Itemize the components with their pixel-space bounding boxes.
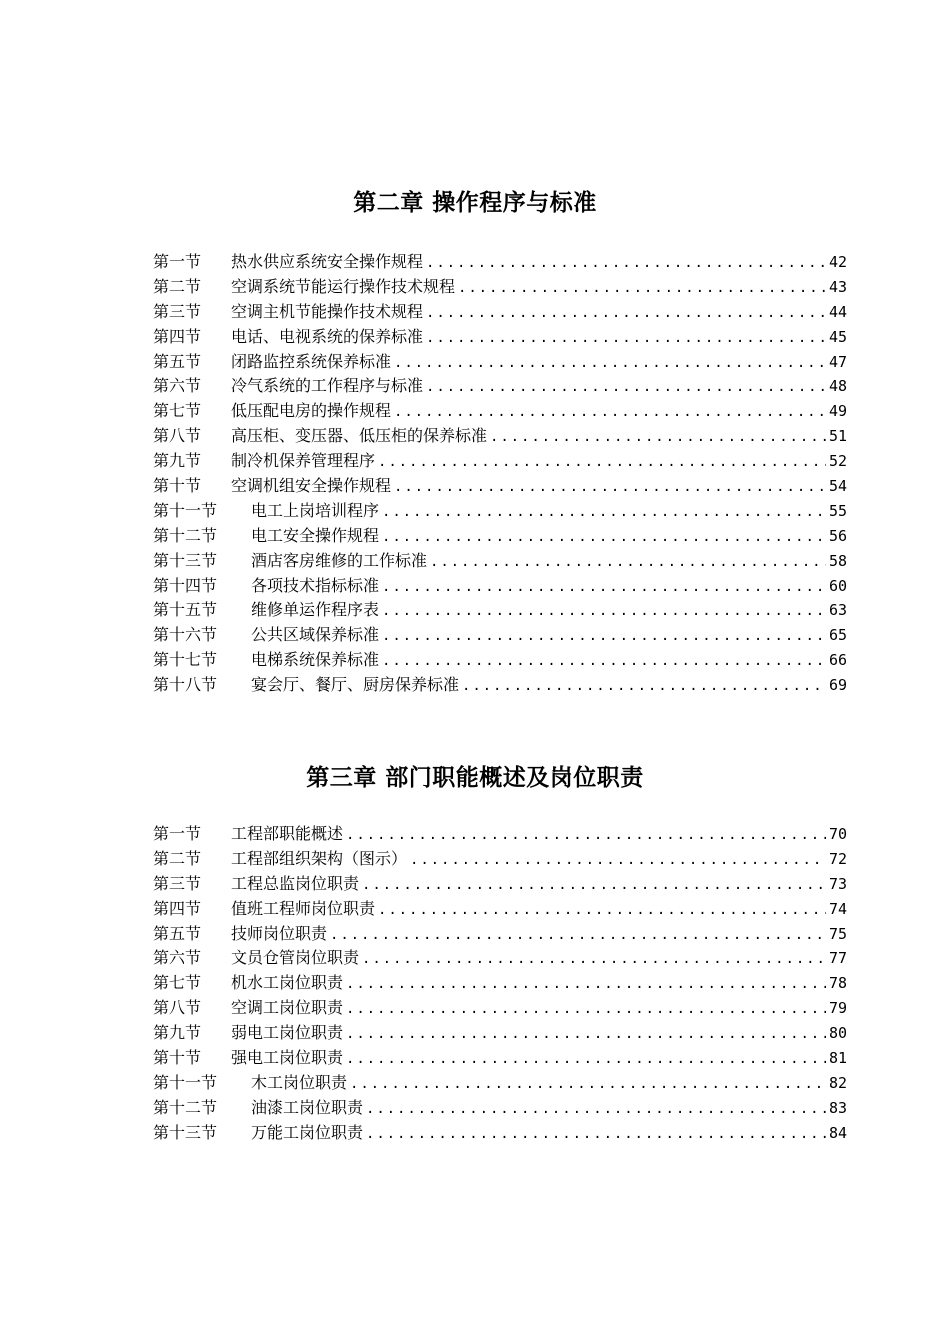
toc-entry	[153, 922, 847, 947]
toc-page-number: 66	[828, 651, 847, 670]
toc-section-number: 第十七节	[153, 650, 218, 670]
toc-section-title: 高压柜、变压器、低压柜的保养标准	[231, 426, 488, 446]
toc-entry	[153, 275, 847, 300]
toc-section-number: 第一节	[153, 252, 202, 271]
toc-section-title: 技师岗位职责	[231, 923, 328, 943]
toc-page-number: 58	[828, 551, 847, 570]
toc-entry	[153, 1021, 847, 1046]
toc-section-title: 电梯系统保养标准	[251, 650, 380, 670]
toc-page-number: 48	[828, 377, 847, 396]
toc-page-number: 81	[828, 1049, 847, 1068]
toc-dot-leader	[346, 1022, 826, 1047]
toc-section-title: 万能工岗位职责	[251, 1122, 364, 1142]
toc-section-title: 电工安全操作规程	[251, 525, 380, 545]
toc-dot-leader	[394, 351, 826, 376]
toc-dot-leader	[382, 624, 826, 649]
toc-dot-leader	[366, 1097, 826, 1122]
toc-section-number: 第三节	[153, 301, 202, 321]
chapter-2-toc	[153, 250, 847, 698]
toc-dot-leader	[426, 375, 826, 400]
toc-entry	[153, 424, 847, 449]
toc-section-number: 第十一节	[153, 1072, 218, 1092]
chapter-3-toc	[153, 822, 847, 1146]
toc-section-number: 第十四节	[153, 575, 218, 595]
toc-section-number: 第三节	[153, 873, 202, 893]
toc-dot-leader	[462, 674, 826, 699]
toc-entry	[153, 325, 847, 350]
toc-dot-leader	[458, 276, 826, 301]
toc-section-title: 电话、电视系统的保养标准	[231, 326, 424, 346]
toc-entry	[153, 549, 847, 574]
toc-entry	[153, 1071, 847, 1096]
toc-entry	[153, 250, 847, 275]
toc-page-number: 54	[828, 477, 847, 496]
toc-entry	[153, 623, 847, 648]
toc-dot-leader	[362, 873, 826, 898]
toc-page-number: 55	[828, 501, 847, 520]
toc-section-number: 第七节	[153, 401, 202, 421]
toc-section-title: 闭路监控系统保养标准	[231, 351, 392, 371]
toc-section-title: 值班工程师岗位职责	[231, 898, 376, 918]
toc-section-number: 第六节	[153, 948, 202, 968]
toc-section-number: 第二节	[153, 276, 202, 296]
toc-page-number: 80	[828, 1024, 847, 1043]
toc-entry	[153, 946, 847, 971]
toc-page-number: 63	[828, 601, 847, 620]
toc-dot-leader	[382, 575, 826, 600]
toc-page-number: 70	[828, 825, 847, 843]
toc-section-number: 第十节	[153, 1048, 202, 1068]
toc-section-title: 电工上岗培训程序	[251, 500, 380, 520]
toc-section-number: 第十八节	[153, 675, 218, 695]
toc-page-number: 72	[828, 849, 847, 868]
toc-entry	[153, 822, 847, 847]
toc-page-number: 51	[828, 427, 847, 446]
toc-section-title: 酒店客房维修的工作标准	[251, 550, 428, 570]
toc-section-number: 第八节	[153, 998, 202, 1018]
toc-section-title: 油漆工岗位职责	[251, 1097, 364, 1117]
toc-entry	[153, 598, 847, 623]
toc-entry	[153, 872, 847, 897]
toc-entry	[153, 524, 847, 549]
toc-page-number: 65	[828, 626, 847, 645]
toc-dot-leader	[382, 599, 826, 624]
toc-section-title: 冷气系统的工作程序与标准	[231, 376, 424, 396]
toc-section-title: 强电工岗位职责	[231, 1048, 344, 1068]
toc-section-title: 低压配电房的操作规程	[231, 401, 392, 421]
toc-entry	[153, 474, 847, 499]
toc-section-title: 空调系统节能运行操作技术规程	[231, 276, 456, 296]
toc-dot-leader	[410, 848, 826, 873]
toc-entry	[153, 847, 847, 872]
toc-entry	[153, 300, 847, 325]
toc-section-title: 制冷机保养管理程序	[231, 451, 376, 471]
toc-section-number: 第五节	[153, 351, 202, 371]
toc-page-number: 60	[828, 576, 847, 595]
toc-section-title: 空调机组安全操作规程	[231, 476, 392, 496]
toc-section-number: 第五节	[153, 923, 202, 943]
toc-section-title: 弱电工岗位职责	[231, 1023, 344, 1043]
toc-dot-leader	[346, 997, 826, 1022]
toc-dot-leader	[362, 947, 826, 972]
toc-entry	[153, 673, 847, 698]
toc-dot-leader	[490, 425, 826, 450]
toc-dot-leader	[366, 1122, 826, 1147]
toc-section-number: 第八节	[153, 426, 202, 446]
toc-page-number: 83	[828, 1098, 847, 1117]
toc-dot-leader	[394, 400, 826, 425]
chapter-3-title: 第三章 部门职能概述及岗位职责	[306, 765, 644, 791]
toc-entry	[153, 574, 847, 599]
toc-dot-leader	[382, 525, 826, 550]
toc-page-number: 47	[828, 352, 847, 371]
toc-dot-leader	[382, 649, 826, 674]
toc-section-number: 第十六节	[153, 625, 218, 645]
toc-page-number: 42	[828, 253, 847, 271]
toc-section-number: 第十一节	[153, 500, 218, 520]
toc-section-number: 第十节	[153, 476, 202, 496]
toc-section-number: 第九节	[153, 451, 202, 471]
toc-dot-leader	[426, 251, 826, 276]
toc-page-number: 44	[828, 302, 847, 321]
toc-entry	[153, 499, 847, 524]
toc-section-number: 第十三节	[153, 1122, 218, 1142]
toc-entry	[153, 1121, 847, 1146]
toc-section-title: 文员仓管岗位职责	[231, 948, 360, 968]
toc-page-number: 79	[828, 999, 847, 1018]
toc-section-title: 机水工岗位职责	[231, 973, 344, 993]
toc-page-number: 56	[828, 526, 847, 545]
toc-page-number: 75	[828, 924, 847, 943]
toc-section-number: 第十五节	[153, 600, 218, 620]
toc-dot-leader	[378, 898, 826, 923]
toc-entry	[153, 971, 847, 996]
toc-section-title: 木工岗位职责	[251, 1072, 348, 1092]
toc-dot-leader	[430, 550, 826, 575]
toc-section-title: 维修单运作程序表	[251, 600, 380, 620]
toc-section-title: 工程部职能概述	[231, 824, 344, 843]
toc-page-number: 45	[828, 327, 847, 346]
toc-dot-leader	[394, 475, 826, 500]
toc-entry	[153, 897, 847, 922]
toc-dot-leader	[426, 301, 826, 326]
toc-dot-leader	[330, 923, 826, 948]
toc-entry	[153, 1096, 847, 1121]
toc-page-number: 43	[828, 277, 847, 296]
toc-entry	[153, 399, 847, 424]
toc-page-number: 77	[828, 949, 847, 968]
toc-section-number: 第十二节	[153, 1097, 218, 1117]
toc-entry	[153, 1046, 847, 1071]
toc-section-number: 第四节	[153, 898, 202, 918]
toc-section-title: 工程总监岗位职责	[231, 873, 360, 893]
toc-page-number: 74	[828, 899, 847, 918]
toc-dot-leader	[426, 326, 826, 351]
toc-entry	[153, 350, 847, 375]
toc-entry	[153, 648, 847, 673]
toc-section-title: 宴会厅、餐厅、厨房保养标准	[251, 675, 460, 695]
toc-section-number: 第二节	[153, 848, 202, 868]
toc-entry	[153, 449, 847, 474]
toc-dot-leader	[346, 972, 826, 997]
chapter-2-title: 第二章 操作程序与标准	[353, 190, 597, 216]
toc-section-number: 第六节	[153, 376, 202, 396]
toc-section-title: 公共区域保养标准	[251, 625, 380, 645]
toc-section-title: 空调主机节能操作技术规程	[231, 301, 424, 321]
toc-page-number: 49	[828, 402, 847, 421]
toc-page-number: 78	[828, 974, 847, 993]
toc-dot-leader	[382, 500, 826, 525]
toc-section-title: 工程部组织架构（图示）	[231, 848, 408, 868]
toc-dot-leader	[346, 823, 826, 848]
toc-page-number: 84	[828, 1123, 847, 1142]
toc-section-number: 第七节	[153, 973, 202, 993]
toc-page-number: 52	[828, 452, 847, 471]
toc-section-number: 第一节	[153, 824, 202, 843]
toc-section-number: 第十二节	[153, 525, 218, 545]
toc-section-title: 各项技术指标标准	[251, 575, 380, 595]
toc-page-number: 73	[828, 874, 847, 893]
toc-section-title: 空调工岗位职责	[231, 998, 344, 1018]
toc-dot-leader	[350, 1072, 826, 1097]
toc-entry	[153, 996, 847, 1021]
toc-entry	[153, 374, 847, 399]
toc-section-title: 热水供应系统安全操作规程	[231, 252, 424, 271]
toc-section-number: 第九节	[153, 1023, 202, 1043]
toc-dot-leader	[346, 1047, 826, 1072]
toc-section-number: 第十三节	[153, 550, 218, 570]
toc-page-number: 69	[828, 676, 847, 695]
toc-page-number: 82	[828, 1073, 847, 1092]
toc-section-number: 第四节	[153, 326, 202, 346]
toc-dot-leader	[378, 450, 826, 475]
